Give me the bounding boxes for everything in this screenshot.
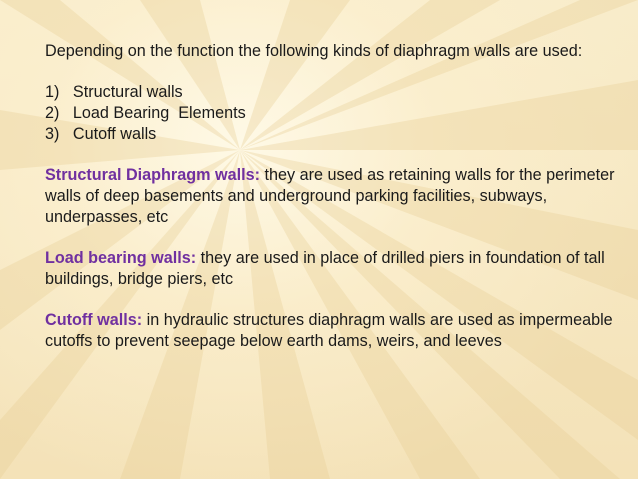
list-item: 2) Load Bearing Elements [45,104,246,122]
definition-text: they are used as retaining walls for the perimeter walls of deep basements and underground parking facilities, subways, underpasses, etc [45,166,615,226]
term-label: Structural Diaphragm walls: [45,166,260,184]
slide-body [45,41,615,352]
definition-load-bearing [45,248,615,290]
intro-text: Depending on the function the following kinds of diaphragm walls are used: [45,42,583,60]
term-label: Load bearing walls: [45,249,197,267]
definition-cutoff [45,310,615,352]
definition-structural [45,165,615,228]
list-item: 1) Structural walls [45,83,183,101]
wall-types-list [45,82,615,145]
definition-text: in hydraulic structures diaphragm walls are used as impermeable cutoffs to prevent seepage below earth dams, weirs, and leeves [45,311,613,350]
term-label: Cutoff walls: [45,311,143,329]
list-item: 3) Cutoff walls [45,125,157,143]
definition-text: they are used in place of drilled piers in foundation of tall buildings, bridge piers, etc [45,249,605,288]
